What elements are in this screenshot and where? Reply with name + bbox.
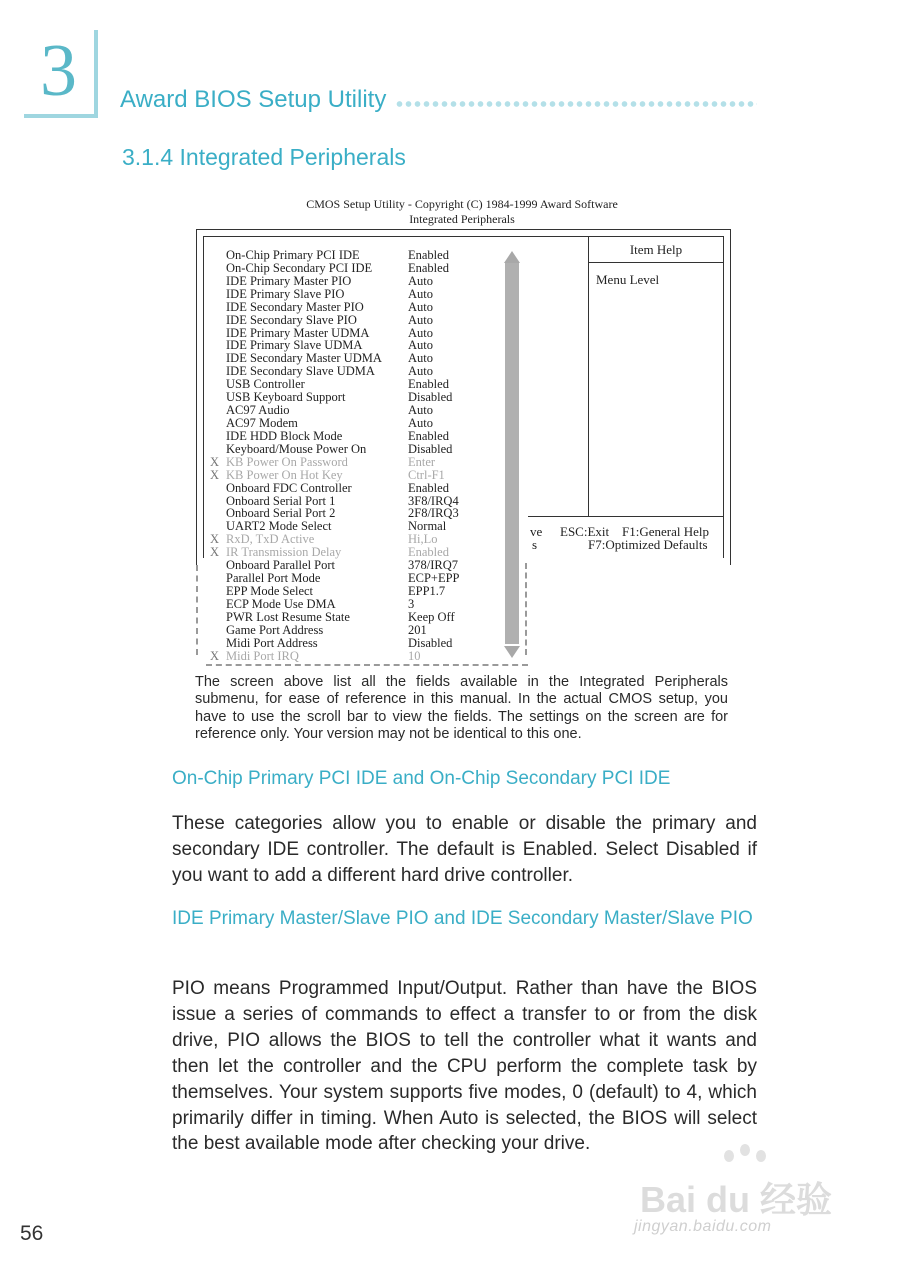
- bios-setting-value[interactable]: Disabled: [408, 390, 453, 405]
- heading-ide-pio: IDE Primary Master/Slave PIO and IDE Secondary Master/Slave PIO: [172, 908, 753, 929]
- item-help-title: Item Help: [588, 236, 724, 263]
- paragraph-onchip-pci-ide: These categories allow you to enable or disable the primary and secondary IDE controller. The default is Enabled. Select Disabled if you want to add a different hard drive controller.: [172, 813, 757, 886]
- bios-setting-value[interactable]: Auto: [408, 415, 433, 430]
- bios-setting-value[interactable]: 3F8/IRQ4: [408, 493, 459, 508]
- chapter-title: Award BIOS Setup Utility: [120, 86, 387, 113]
- bios-setting-label: IDE HDD Block Mode: [226, 428, 343, 443]
- scroll-down-arrow-icon[interactable]: [504, 646, 520, 658]
- bios-setting-value[interactable]: Enabled: [408, 545, 449, 560]
- section-title: 3.1.4 Integrated Peripherals: [122, 144, 406, 170]
- heading-onchip-pci-ide: On-Chip Primary PCI IDE and On-Chip Secondary PCI IDE: [172, 768, 671, 789]
- bios-setting-label: UART2 Mode Select: [226, 519, 332, 534]
- bios-setting-value[interactable]: Enabled: [408, 260, 449, 275]
- bios-setting-value[interactable]: 10: [408, 648, 421, 663]
- bios-setting-label: EPP Mode Select: [226, 583, 314, 598]
- bios-setting-value[interactable]: Enabled: [408, 377, 449, 392]
- paw-toe-icon: [756, 1150, 766, 1162]
- bios-setting-label: USB Keyboard Support: [226, 390, 346, 405]
- disabled-mark: X: [210, 545, 220, 560]
- bios-setting-label: On-Chip Secondary PCI IDE: [226, 260, 373, 275]
- key-legend-fragment: ve: [530, 524, 543, 539]
- bios-setting-label: RxD, TxD Active: [226, 532, 315, 547]
- bios-setting-value[interactable]: Keep Off: [408, 609, 455, 624]
- bios-setting-label: Onboard Parallel Port: [226, 558, 336, 573]
- bios-setting-label: Onboard FDC Controller: [226, 480, 352, 495]
- bios-setting-value[interactable]: Ctrl-F1: [408, 467, 445, 482]
- bios-setting-label: Midi Port IRQ: [226, 648, 299, 663]
- bios-setting-value[interactable]: Disabled: [408, 441, 453, 456]
- bios-setting-label: ECP Mode Use DMA: [226, 596, 336, 611]
- bios-setting-label: On-Chip Primary PCI IDE: [226, 248, 360, 262]
- page-number: 56: [20, 1222, 44, 1245]
- bios-setting-label: IDE Secondary Slave UDMA: [226, 364, 375, 379]
- disabled-mark: X: [210, 532, 220, 547]
- bios-setting-label: Game Port Address: [226, 622, 324, 637]
- bios-setting-value[interactable]: Enabled: [408, 428, 449, 443]
- bios-setting-value[interactable]: Auto: [408, 325, 433, 340]
- bios-setting-label: Parallel Port Mode: [226, 571, 321, 586]
- bios-setting-label: AC97 Modem: [226, 415, 298, 430]
- extended-frame-bottom-dashes: [206, 664, 528, 666]
- bios-setting-value[interactable]: 3: [408, 596, 415, 611]
- bios-setting-value[interactable]: 201: [408, 622, 427, 637]
- bios-setting-value[interactable]: 2F8/IRQ3: [408, 506, 459, 521]
- bios-setting-label: IDE Primary Master PIO: [226, 273, 352, 288]
- bios-setting-label: PWR Lost Resume State: [226, 609, 350, 624]
- chapter-mark-vertical-bar: [94, 30, 98, 118]
- bios-setting-label: IDE Secondary Slave PIO: [226, 312, 357, 327]
- key-legend-divider: [528, 516, 724, 517]
- bios-setting-value[interactable]: Auto: [408, 338, 433, 353]
- extended-frame-right-dashes: [525, 563, 529, 655]
- bios-setting-value[interactable]: Enabled: [408, 480, 449, 495]
- disabled-mark: X: [210, 454, 220, 469]
- watermark-url: jingyan.baidu.com: [634, 1218, 772, 1235]
- key-legend-f7: F7:Optimized Defaults: [588, 537, 708, 552]
- chapter-number: 3: [40, 30, 77, 112]
- bios-setting-label: IDE Secondary Master UDMA: [226, 351, 382, 366]
- bios-setting-label: USB Controller: [226, 377, 305, 392]
- scroll-up-arrow-icon[interactable]: [504, 251, 520, 263]
- bios-setting-label: Onboard Serial Port 2: [226, 506, 336, 521]
- bios-setting-label: AC97 Audio: [226, 403, 290, 418]
- bios-setting-value[interactable]: Disabled: [408, 635, 453, 650]
- disabled-mark: X: [210, 467, 220, 482]
- bios-setting-value[interactable]: Auto: [408, 312, 433, 327]
- paw-toe-icon: [724, 1150, 734, 1162]
- scrollbar-track[interactable]: [505, 263, 519, 644]
- bios-setting-label: Onboard Serial Port 1: [226, 493, 336, 508]
- bios-setting-value[interactable]: Auto: [408, 351, 433, 366]
- key-legend-fragment-2: s: [532, 537, 538, 552]
- bios-setting-value[interactable]: Auto: [408, 273, 433, 288]
- bios-setting-label: KB Power On Hot Key: [226, 467, 343, 482]
- paragraph-ide-pio: PIO means Programmed Input/Output. Rather than have the BIOS issue a series of commands to effect a transfer to or from the disk drive, PIO allows the BIOS to tell the controller what it wants and then let the controller and the CPU perform the complete task by themselves. Your system supports five modes, 0 (default) to 4, which primarily differ in timing. When Auto is selected, the BIOS will select the best available mode after checking your drive.: [172, 978, 757, 1155]
- key-legend-esc: ESC:Exit: [560, 524, 610, 539]
- bios-setting-label: Keyboard/Mouse Power On: [226, 441, 367, 456]
- bios-setting-label: IDE Primary Slave UDMA: [226, 338, 363, 353]
- watermark-brand: Bai du 经验: [640, 1179, 833, 1220]
- bios-setting-label: IDE Primary Slave PIO: [226, 286, 345, 301]
- bios-setting-label: KB Power On Password: [226, 454, 348, 469]
- bios-setting-label: IDE Secondary Master PIO: [226, 299, 364, 314]
- key-legend-f1: F1:General Help: [622, 524, 710, 539]
- bios-setting-value[interactable]: Auto: [408, 299, 433, 314]
- chapter-mark-horizontal-bar: [24, 114, 98, 118]
- bios-setting-value[interactable]: Auto: [408, 286, 433, 301]
- bios-setting-value[interactable]: EPP1.7: [408, 583, 446, 598]
- bios-setting-label: IDE Primary Master UDMA: [226, 325, 370, 340]
- bios-setting-value[interactable]: Auto: [408, 364, 433, 379]
- screenshot-caption: The screen above list all the fields available in the Integrated Peripherals submenu, for ease of reference in this manual. In the actual CMOS setup, you have to use the scroll bar to view the fields. The settings on the screen are for reference only. Your version may not be identical to this one.: [195, 674, 728, 742]
- paw-toe-icon: [740, 1144, 750, 1156]
- extended-frame-left-dashes: [196, 565, 204, 655]
- bios-setting-value[interactable]: ECP+EPP: [408, 571, 460, 586]
- item-help-text: Menu Level: [596, 272, 660, 287]
- bios-setting-label: Midi Port Address: [226, 635, 318, 650]
- bios-setting-value[interactable]: Enabled: [408, 248, 449, 262]
- bios-setting-label: IR Transmission Delay: [226, 545, 342, 560]
- bios-setting-value[interactable]: Normal: [408, 519, 447, 534]
- bios-setting-value[interactable]: Hi,Lo: [408, 532, 438, 547]
- disabled-mark: X: [210, 648, 220, 663]
- bios-setting-value[interactable]: Auto: [408, 403, 433, 418]
- bios-setting-value[interactable]: 378/IRQ7: [408, 558, 458, 573]
- chapter-title-dotted-rule: [395, 99, 757, 109]
- bios-setting-value[interactable]: Enter: [408, 454, 436, 469]
- bios-header-line2: Integrated Peripherals: [409, 212, 515, 226]
- bios-header-line1: CMOS Setup Utility - Copyright (C) 1984-1999 Award Software: [306, 197, 618, 211]
